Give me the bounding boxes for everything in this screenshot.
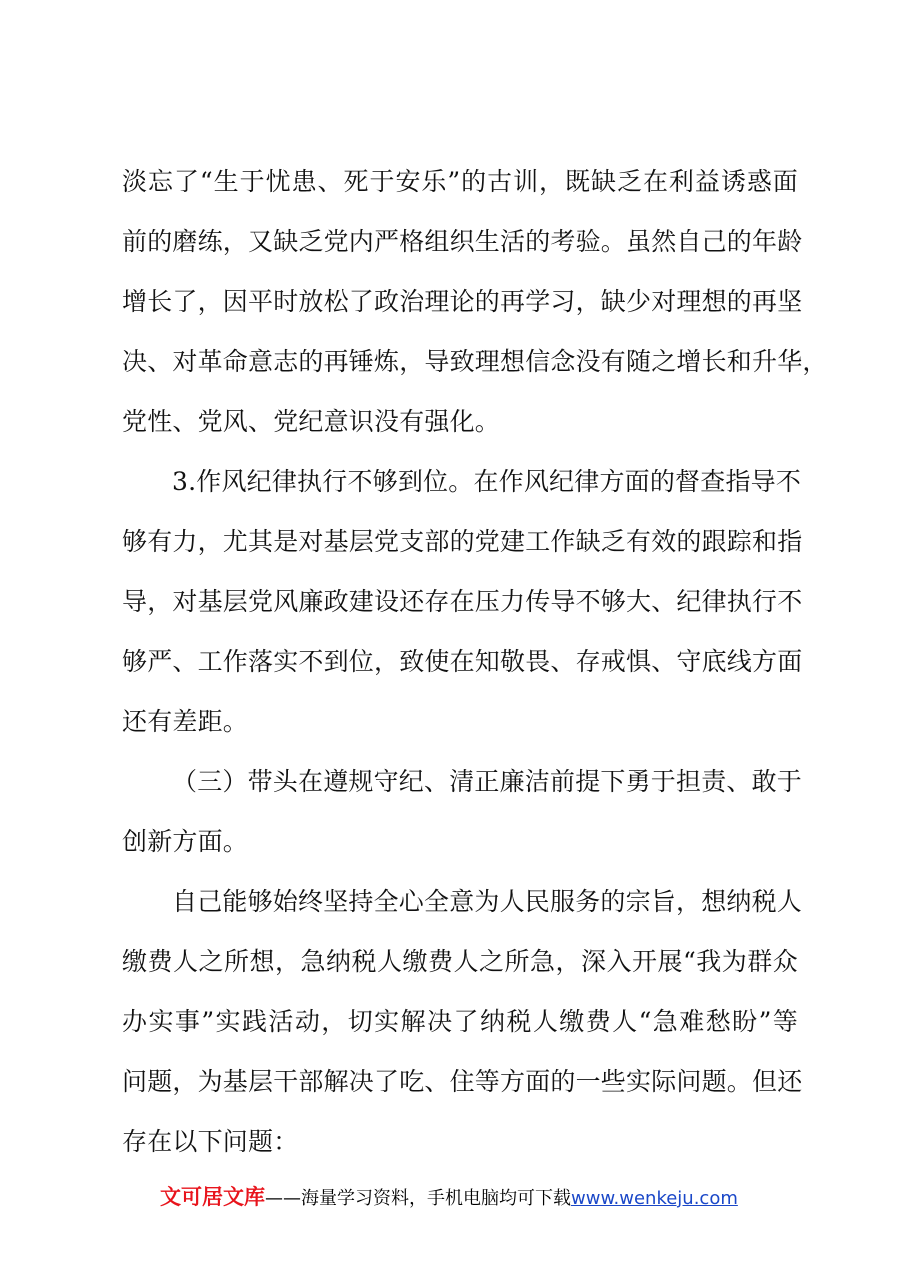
- text-line: 还有差距。: [122, 707, 249, 736]
- text-line: 3.作风纪律执行不够到位。在作风纪律方面的督查指导不: [172, 467, 802, 496]
- footer-banner: [160, 1180, 800, 1214]
- text-line: 增长了，因平时放松了政治理论的再学习，缺少对理想的再坚: [122, 287, 803, 316]
- brand-name: 文可居文库: [160, 1185, 265, 1209]
- text-line: 创新方面。: [122, 827, 249, 856]
- text-line: 办实事”实践活动，切实解决了纳税人缴费人“急难愁盼”等: [122, 1007, 798, 1036]
- paragraph: [122, 152, 828, 452]
- text-line: 淡忘了“生于忧患、死于安乐”的古训，既缺乏在利益诱惑面: [122, 167, 798, 196]
- text-line: 决、对革命意志的再锤炼，导致理想信念没有随之增长和升华，: [122, 347, 828, 376]
- text-line: 党性、党风、党纪意识没有强化。: [122, 407, 501, 436]
- text-line: 前的磨练，又缺乏党内严格组织生活的考验。虽然自己的年龄: [122, 227, 803, 256]
- text-line: 缴费人之所想，急纳税人缴费人之所急，深入开展“我为群众: [122, 947, 798, 976]
- footer-tagline: ——海量学习资料，手机电脑均可下载: [265, 1188, 571, 1209]
- paragraph: [122, 452, 803, 752]
- text-line: 够严、工作落实不到位，致使在知敬畏、存戒惧、守底线方面: [122, 647, 803, 676]
- text-line: 存在以下问题：: [122, 1127, 299, 1156]
- text-line: 问题，为基层干部解决了吃、住等方面的一些实际问题。但还: [122, 1067, 803, 1096]
- section-heading: [122, 752, 803, 872]
- text-line: 自己能够始终坚持全心全意为人民服务的宗旨，想纳税人: [172, 887, 803, 916]
- text-line: 够有力，尤其是对基层党支部的党建工作缺乏有效的跟踪和指: [122, 527, 803, 556]
- document-body: [122, 152, 828, 1172]
- text-line: （三）带头在遵规守纪、清正廉洁前提下勇于担责、敢于: [172, 767, 803, 796]
- paragraph: [122, 872, 803, 1172]
- website-link[interactable]: www.wenkeju.com: [571, 1188, 738, 1209]
- text-line: 导，对基层党风廉政建设还存在压力传导不够大、纪律执行不: [122, 587, 803, 616]
